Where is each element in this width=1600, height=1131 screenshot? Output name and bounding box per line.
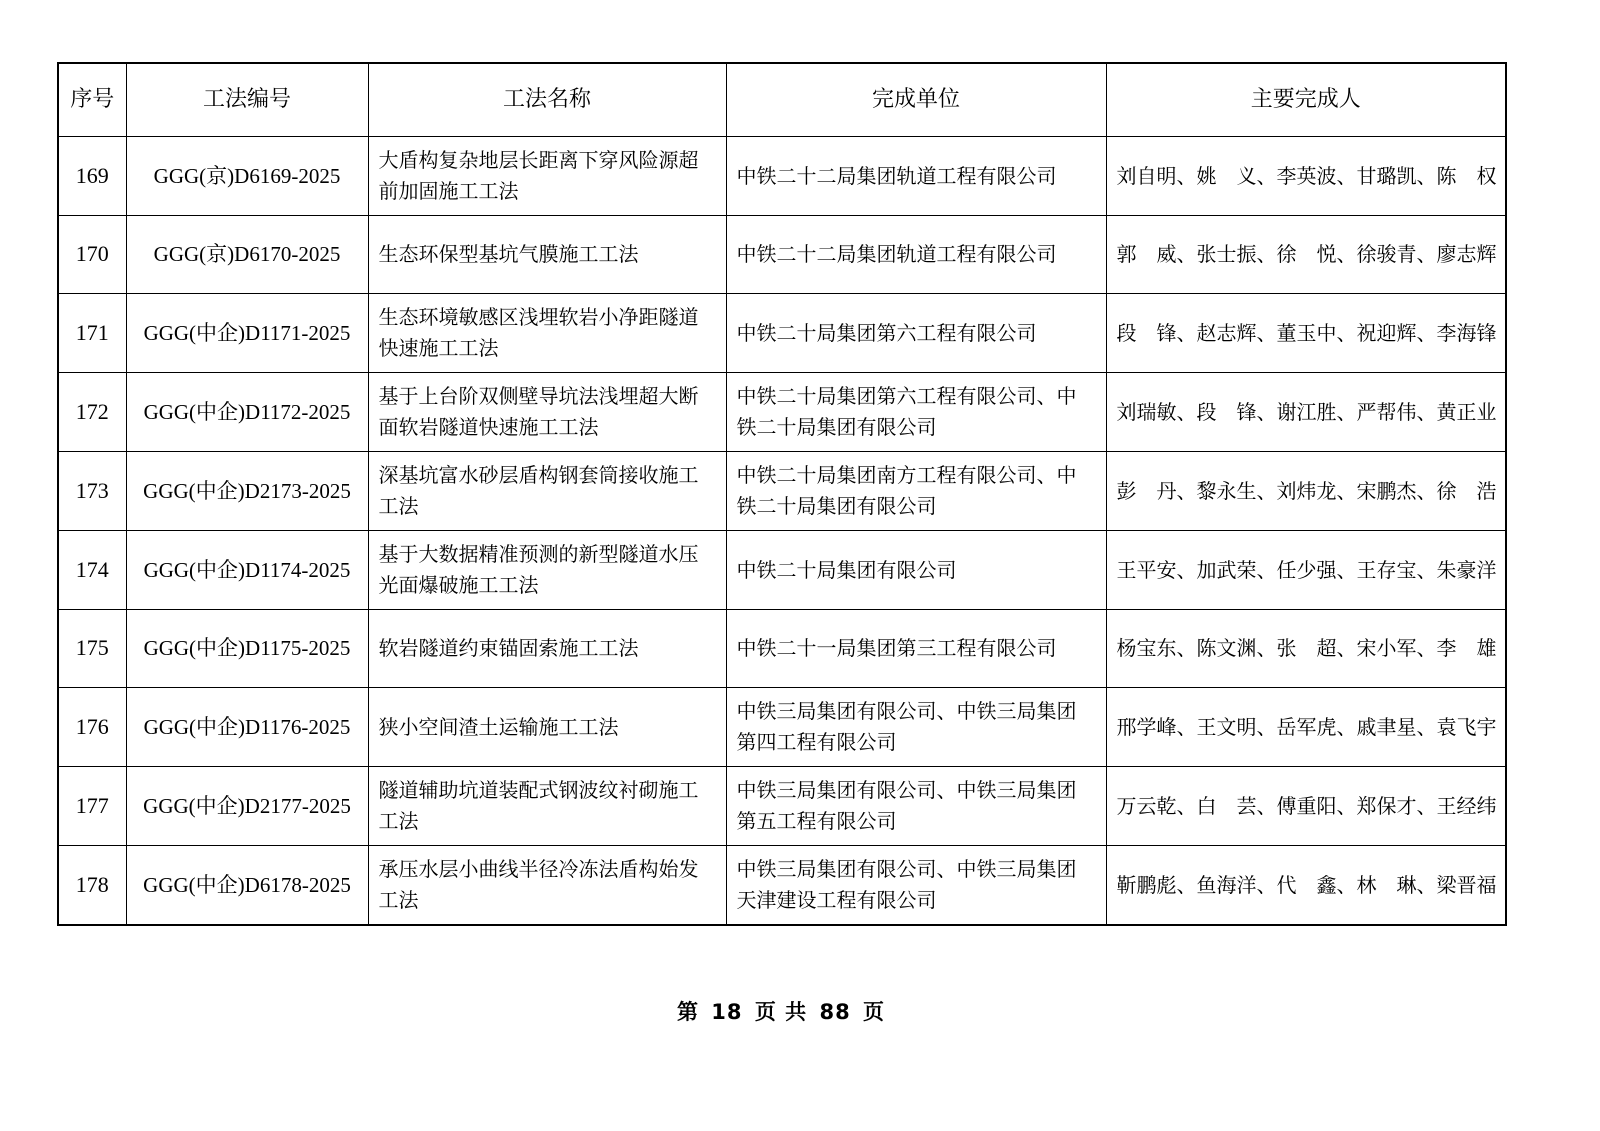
cell-code: GGG(中企)D2173-2025 (126, 452, 368, 531)
cell-code: GGG(中企)D1171-2025 (126, 294, 368, 373)
cell-code: GGG(中企)D1174-2025 (126, 531, 368, 610)
page-footer (57, 996, 1505, 1026)
cell-unit: 中铁三局集团有限公司、中铁三局集团第四工程有限公司 (726, 688, 1106, 767)
cell-name: 承压水层小曲线半径冷冻法盾构始发工法 (368, 846, 726, 926)
cell-unit: 中铁二十局集团第六工程有限公司、中铁二十局集团有限公司 (726, 373, 1106, 452)
cell-people: 杨宝东、陈文渊、张 超、宋小军、李 雄 (1106, 610, 1506, 688)
cell-code: GGG(中企)D6178-2025 (126, 846, 368, 926)
footer-prefix: 第 (676, 1000, 699, 1024)
table-row (58, 846, 1506, 926)
cell-people: 刘自明、姚 义、李英波、甘璐凯、陈 权 (1106, 137, 1506, 216)
footer-middle: 页 (754, 1000, 777, 1024)
cell-people: 王平安、加武荣、任少强、王存宝、朱豪洋 (1106, 531, 1506, 610)
cell-no: 174 (58, 531, 126, 610)
cell-name: 隧道辅助坑道装配式钢波纹衬砌施工工法 (368, 767, 726, 846)
footer-total-label: 共 (785, 1000, 808, 1024)
cell-no: 172 (58, 373, 126, 452)
cell-no: 171 (58, 294, 126, 373)
cell-no: 176 (58, 688, 126, 767)
cell-people: 刘瑞敏、段 锋、谢江胜、严帮伟、黄正业 (1106, 373, 1506, 452)
cell-name: 大盾构复杂地层长距离下穿风险源超前加固施工工法 (368, 137, 726, 216)
table-row (58, 688, 1506, 767)
cell-name: 生态环保型基坑气膜施工工法 (368, 216, 726, 294)
cell-people: 郭 威、张士振、徐 悦、徐骏青、廖志辉 (1106, 216, 1506, 294)
table-row (58, 216, 1506, 294)
cell-code: GGG(中企)D2177-2025 (126, 767, 368, 846)
cell-name: 狭小空间渣土运输施工工法 (368, 688, 726, 767)
table-row (58, 767, 1506, 846)
footer-total-pages: 88 (819, 1000, 851, 1024)
table-row (58, 452, 1506, 531)
methods-table (57, 62, 1507, 926)
table-body (58, 137, 1506, 926)
table-header-row (58, 63, 1506, 137)
cell-name: 软岩隧道约束锚固索施工工法 (368, 610, 726, 688)
table-row (58, 373, 1506, 452)
cell-name: 基于上台阶双侧壁导坑法浅埋超大断面软岩隧道快速施工工法 (368, 373, 726, 452)
cell-name: 生态环境敏感区浅埋软岩小净距隧道快速施工工法 (368, 294, 726, 373)
table-row (58, 531, 1506, 610)
cell-no: 173 (58, 452, 126, 531)
cell-no: 169 (58, 137, 126, 216)
cell-people: 万云乾、白 芸、傅重阳、郑保才、王经纬 (1106, 767, 1506, 846)
cell-unit: 中铁二十局集团有限公司 (726, 531, 1106, 610)
column-header-no: 序号 (58, 63, 126, 137)
cell-code: GGG(中企)D1176-2025 (126, 688, 368, 767)
table-row (58, 294, 1506, 373)
column-header-name: 工法名称 (368, 63, 726, 137)
cell-unit: 中铁二十局集团第六工程有限公司 (726, 294, 1106, 373)
column-header-unit: 完成单位 (726, 63, 1106, 137)
column-header-code: 工法编号 (126, 63, 368, 137)
cell-code: GGG(中企)D1172-2025 (126, 373, 368, 452)
cell-no: 175 (58, 610, 126, 688)
table-header (58, 63, 1506, 137)
cell-people: 靳鹏彪、鱼海洋、代 鑫、林 琳、梁晋福 (1106, 846, 1506, 926)
cell-unit: 中铁二十二局集团轨道工程有限公司 (726, 137, 1106, 216)
cell-no: 177 (58, 767, 126, 846)
footer-page-number: 18 (711, 1000, 743, 1024)
cell-name: 深基坑富水砂层盾构钢套筒接收施工工法 (368, 452, 726, 531)
cell-code: GGG(中企)D1175-2025 (126, 610, 368, 688)
column-header-people: 主要完成人 (1106, 63, 1506, 137)
footer-suffix: 页 (863, 1000, 886, 1024)
cell-unit: 中铁三局集团有限公司、中铁三局集团天津建设工程有限公司 (726, 846, 1106, 926)
cell-people: 段 锋、赵志辉、董玉中、祝迎辉、李海锋 (1106, 294, 1506, 373)
cell-unit: 中铁三局集团有限公司、中铁三局集团第五工程有限公司 (726, 767, 1106, 846)
table-row (58, 137, 1506, 216)
cell-code: GGG(京)D6170-2025 (126, 216, 368, 294)
cell-unit: 中铁二十一局集团第三工程有限公司 (726, 610, 1106, 688)
cell-people: 彭 丹、黎永生、刘炜龙、宋鹏杰、徐 浩 (1106, 452, 1506, 531)
cell-unit: 中铁二十二局集团轨道工程有限公司 (726, 216, 1106, 294)
cell-unit: 中铁二十局集团南方工程有限公司、中铁二十局集团有限公司 (726, 452, 1106, 531)
cell-no: 170 (58, 216, 126, 294)
cell-code: GGG(京)D6169-2025 (126, 137, 368, 216)
cell-no: 178 (58, 846, 126, 926)
cell-people: 邢学峰、王文明、岳军虎、戚聿星、袁飞宇 (1106, 688, 1506, 767)
cell-name: 基于大数据精准预测的新型隧道水压光面爆破施工工法 (368, 531, 726, 610)
table-row (58, 610, 1506, 688)
